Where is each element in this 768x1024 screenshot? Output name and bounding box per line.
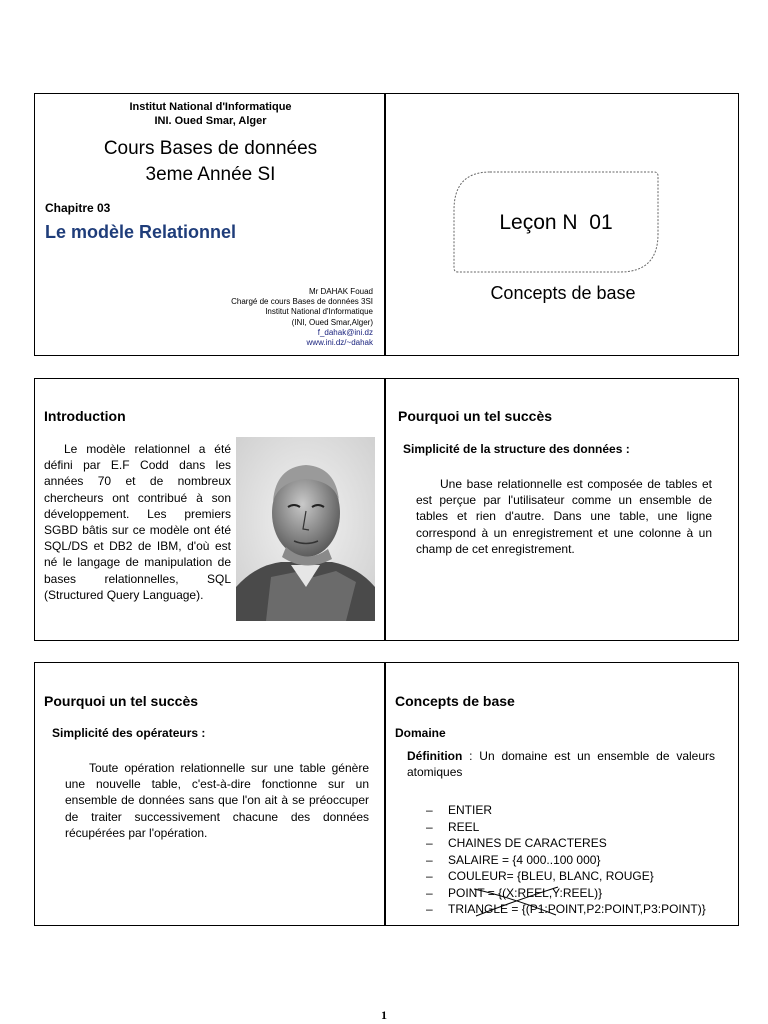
structure-body: Une base relationnelle est composée de tables et est perçue par l'utilisateur comme un ensemble de tables et rien d'autre. Dans une table, une ligne correspond à un enregistrement et une colonne à un champ de cet enregistrement.: [416, 477, 712, 556]
list-item: – REEL: [426, 819, 480, 834]
structure-subheading: Simplicité de la structure des données :: [403, 442, 630, 456]
slide-success-structure: [385, 378, 739, 641]
institute-name: Institut National d'Informatique: [129, 101, 292, 113]
cross-out-mark: [470, 883, 566, 919]
author-role: Chargé de cours Bases de données 3SI: [231, 297, 373, 307]
course-year: 3eme Année SI: [145, 164, 276, 185]
success-heading: Pourquoi un tel succès: [44, 693, 199, 709]
list-item: – CHAINES DE CARACTERES: [426, 836, 607, 850]
author-institute: Institut National d'Informatique: [265, 307, 373, 317]
author-block: [231, 287, 373, 348]
author-email[interactable]: f_dahak@ini.dz: [317, 327, 373, 337]
definition-text: : Un domaine est un ensemble de valeurs atomiques: [407, 749, 715, 779]
bullet-dash: –: [426, 803, 433, 817]
bullet-dash: –: [426, 902, 433, 916]
list-item: – TRIANGLE = {(P1:POINT,P2:POINT,P3:POINT)}: [426, 902, 706, 916]
course-title: Cours Bases de données: [103, 138, 318, 159]
list-item: – POINT = {(X:REEL,Y:REEL)}: [426, 885, 603, 900]
institute-location: INI. Oued Smar, Alger: [154, 115, 267, 127]
list-item: – COULEUR= {BLEU, BLANC, ROUGE}: [426, 869, 654, 883]
success-heading: Pourquoi un tel succès: [398, 408, 553, 424]
slide-concepts-domain: [385, 662, 739, 926]
slide-introduction: [34, 378, 385, 641]
chapter-label: Chapitre 03: [45, 201, 111, 215]
author-name: Mr DAHAK Fouad: [308, 287, 373, 296]
domain-definition: [407, 748, 715, 780]
introduction-heading: Introduction: [44, 408, 126, 424]
operators-subheading: Simplicité des opérateurs :: [52, 726, 206, 740]
bullet-dash: –: [426, 852, 433, 867]
slide-success-operators: [34, 662, 385, 926]
operators-body: Toute opération relationnelle sur une table génère une nouvelle table, c'est-à-dire fonctionne sur un ensemble de données sans que l'on ait à se préoccuper de traiter successivement chacune des données récupérées par l'opération.: [65, 761, 369, 840]
introduction-body: Le modèle relationnel a été défini par E.F Codd dans les années 70 et de nombreux chercheurs ont contribué à son développement. Les premiers SGBD bâtis sur ce modèle ont été SQL/DS et DB2 de IBM, d'où est né le langage de manipulation de bases relationnelles, SQL (Structured Query Language).: [44, 442, 231, 602]
author-location: (INI, Oued Smar,Alger): [291, 317, 373, 327]
portrait-photo: [236, 437, 375, 621]
lesson-subtitle: Concepts de base: [490, 283, 636, 303]
bullet-dash: –: [426, 885, 433, 900]
concepts-heading: Concepts de base: [395, 693, 515, 709]
list-item: – ENTIER: [426, 803, 493, 817]
author-website[interactable]: www.ini.dz/~dahak: [306, 338, 373, 348]
page-number: 1: [381, 1008, 387, 1022]
slide-title: [34, 93, 385, 356]
lesson-number: Leçon N 01: [499, 211, 613, 234]
bullet-dash: –: [426, 836, 433, 850]
list-item: – SALAIRE = {4 000..100 000}: [426, 852, 601, 867]
slide-lesson: [385, 93, 739, 356]
chapter-title: Le modèle Relationnel: [45, 222, 237, 242]
bullet-dash: –: [426, 819, 433, 834]
domain-subheading: Domaine: [395, 726, 446, 740]
definition-label: Définition: [407, 749, 463, 763]
bullet-dash: –: [426, 869, 433, 883]
